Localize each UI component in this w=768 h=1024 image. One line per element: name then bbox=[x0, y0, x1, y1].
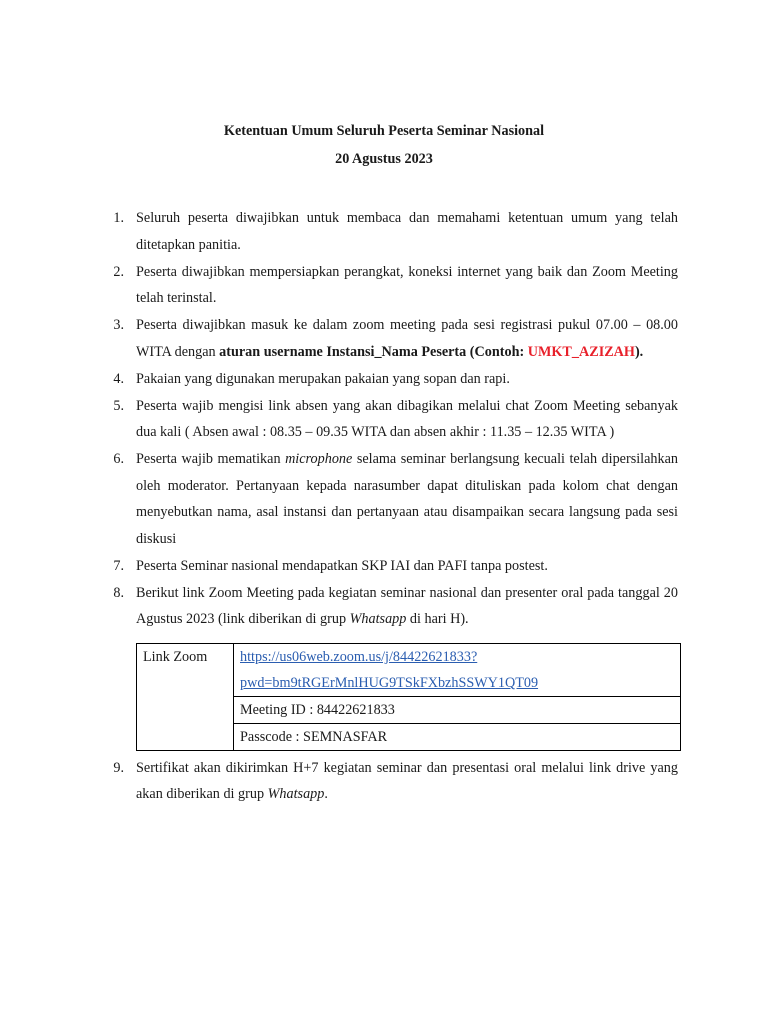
list-item bbox=[113, 393, 678, 446]
list-item bbox=[113, 446, 678, 552]
username-rule: aturan username Instansi_Nama Peserta (Contoh: bbox=[219, 343, 528, 360]
meeting-id: Meeting ID : 84422621833 bbox=[234, 697, 681, 724]
list-number: 8. bbox=[113, 584, 124, 601]
rule-text: Pakaian yang digunakan merupakan pakaian yang sopan dan rapi. bbox=[136, 370, 510, 387]
rule-text: Peserta wajib mematikan bbox=[136, 451, 286, 467]
list-number: 3. bbox=[113, 317, 124, 333]
list-item bbox=[113, 205, 678, 258]
rule-text: selama seminar berlangsung kecuali telah dipersilahkan oleh moderator. Pertanyaan kepada narasumber dapat dituliskan pada kolom chat dengan menyebutkan nama, asal instansi dan pertanyaan atau disampaikan secara langsung pada sesi diskusi bbox=[136, 451, 678, 547]
zoom-table-container bbox=[136, 633, 678, 754]
list-item bbox=[113, 580, 678, 633]
list-item bbox=[113, 755, 678, 808]
username-example: UMKT_AZIZAH bbox=[527, 343, 635, 360]
list-number: 7. bbox=[113, 557, 124, 574]
rule-text: di hari H). bbox=[406, 611, 469, 627]
document-title: Ketentuan Umum Seluruh Peserta Seminar Nasional bbox=[223, 123, 545, 139]
rule-text: . bbox=[324, 786, 328, 802]
list-item bbox=[113, 366, 678, 393]
rule-text-italic: microphone bbox=[285, 451, 353, 467]
zoom-link-cell bbox=[234, 644, 681, 697]
zoom-link[interactable]: https://us06web.zoom.us/j/84422621833? bbox=[240, 649, 478, 665]
list-number: 6. bbox=[113, 451, 124, 467]
rule-text: Seluruh peserta diwajibkan untuk membaca dan memahami ketentuan umum yang telah ditetapkan panitia. bbox=[136, 210, 678, 253]
rule-text: Peserta Seminar nasional mendapatkan SKP IAI dan PAFI tanpa postest. bbox=[136, 557, 548, 574]
zoom-label: Link Zoom bbox=[137, 644, 234, 751]
rule-text: Peserta wajib mengisi link absen yang akan dibagikan melalui chat Zoom Meeting sebanyak dua kali ( Absen awal : 08.35 – 09.35 WITA dan absen akhir : 11.35 – 12.35 WITA ) bbox=[136, 397, 678, 440]
list-item bbox=[113, 553, 678, 580]
list-number: 9. bbox=[113, 759, 124, 776]
list-item bbox=[113, 259, 678, 312]
rule-text-italic: Whatsapp bbox=[267, 786, 325, 802]
zoom-link-password[interactable]: pwd=bm9tRGErMnlHUG9TSkFXbzhSSWY1QT09 bbox=[240, 675, 539, 691]
rules-list bbox=[92, 205, 678, 808]
rule-text: Peserta diwajibkan masuk ke dalam zoom meeting pada sesi registrasi pukul 07.00 – 08.00 WITA dengan bbox=[136, 317, 678, 360]
username-rule-end: ). bbox=[634, 343, 644, 360]
passcode: Passcode : SEMNASFAR bbox=[234, 724, 681, 751]
list-number: 1. bbox=[113, 210, 124, 226]
list-number: 2. bbox=[113, 263, 124, 280]
rule-text: Sertifikat akan dikirimkan H+7 kegiatan seminar dan presentasi oral melalui link drive yang akan diberikan di grup bbox=[136, 759, 678, 802]
document-date: 20 Agustus 2023 bbox=[335, 151, 433, 167]
list-item bbox=[113, 312, 678, 365]
rule-text-italic: Whatsapp bbox=[349, 611, 407, 627]
rule-text: Peserta diwajibkan mempersiapkan perangkat, koneksi internet yang baik dan Zoom Meeting telah terinstal. bbox=[136, 263, 678, 306]
list-number: 4. bbox=[113, 370, 124, 387]
rule-text: Berikut link Zoom Meeting pada kegiatan seminar nasional dan presenter oral pada tanggal 20 Agustus 2023 (link diberikan di grup bbox=[136, 584, 678, 627]
zoom-info-table bbox=[136, 643, 681, 751]
list-number: 5. bbox=[113, 397, 124, 414]
